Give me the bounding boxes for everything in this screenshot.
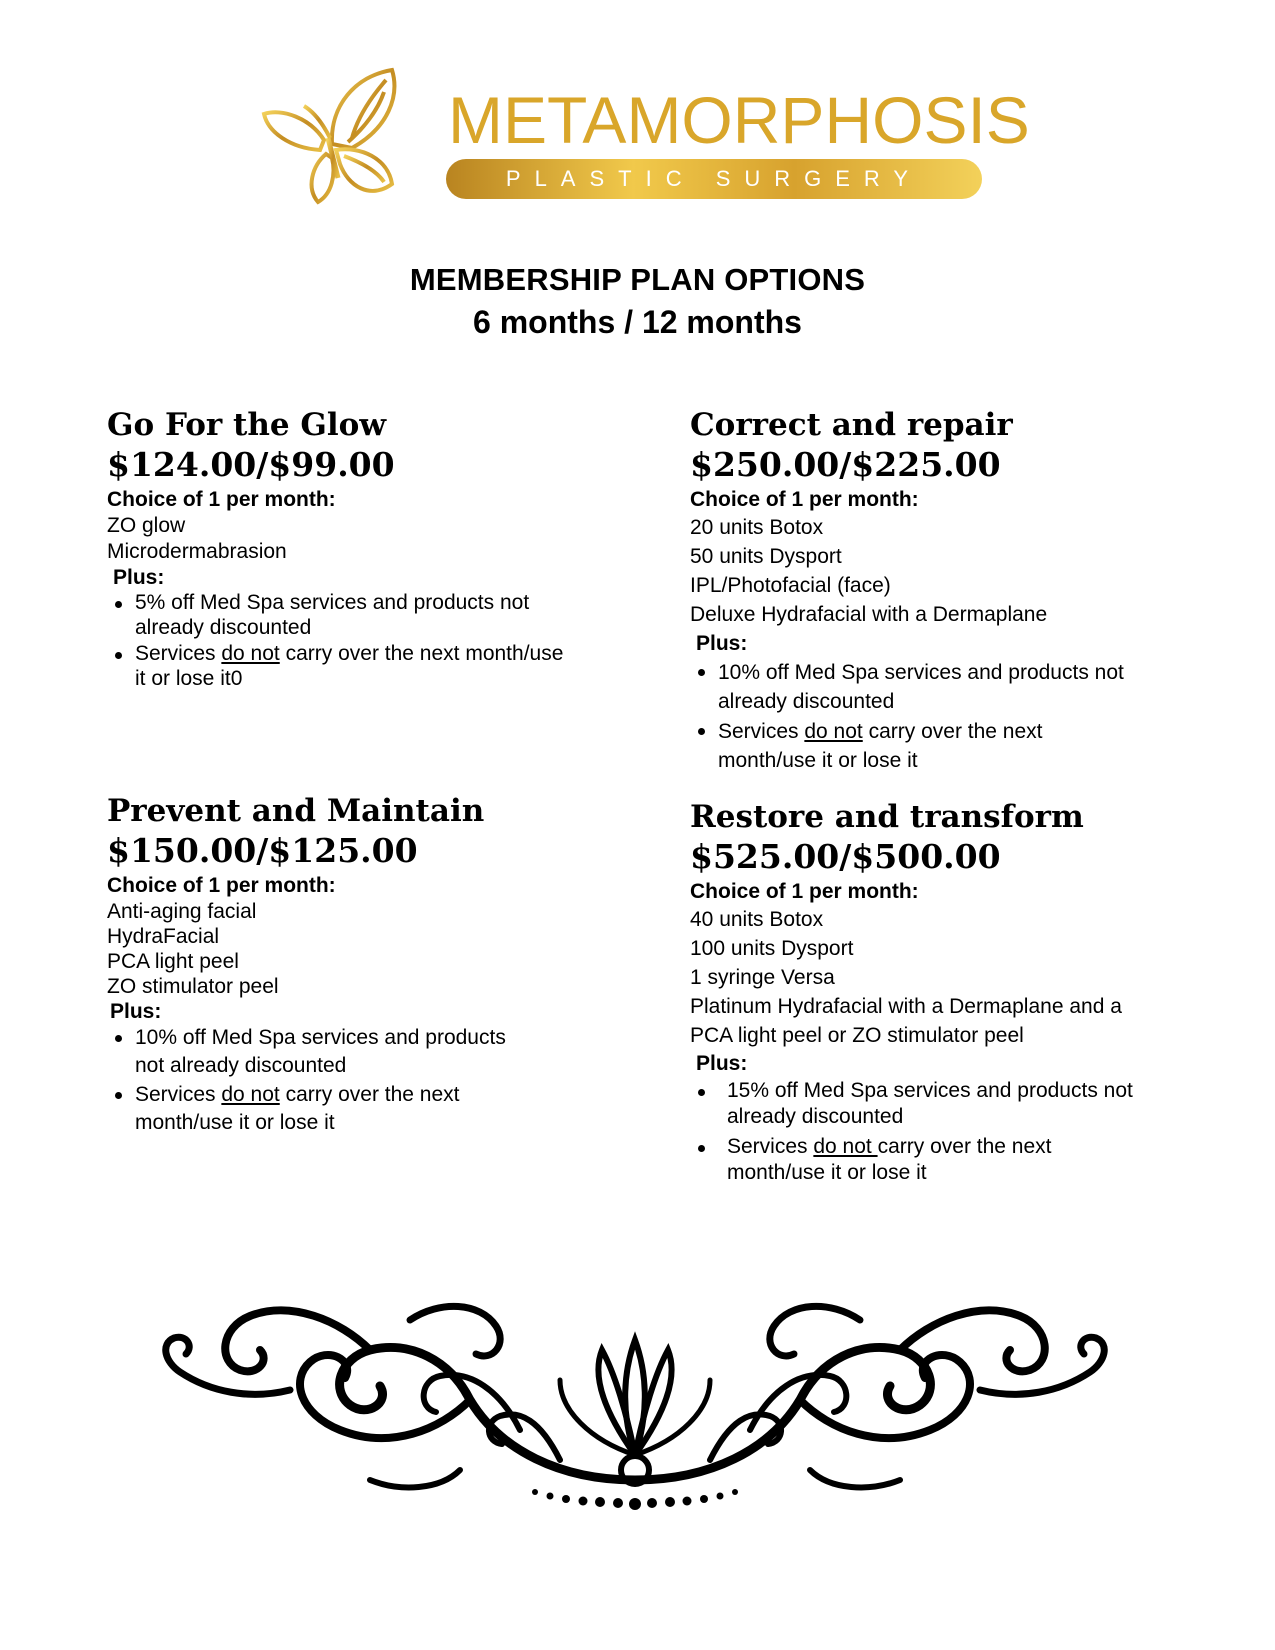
plus-label: Plus: xyxy=(696,1052,748,1075)
service-item: IPL/Photofacial (face) xyxy=(690,574,891,597)
service-item: 1 syringe Versa xyxy=(690,966,835,989)
service-item: HydraFacial xyxy=(107,925,220,948)
perk-text: Services xyxy=(718,720,805,743)
plus-label: Plus: xyxy=(110,1000,162,1023)
plan-go-for-the-glow xyxy=(107,405,577,691)
brand-name: METAMORPHOSIS xyxy=(448,83,1030,157)
filigree-ornament-icon xyxy=(140,1280,1130,1520)
plan-restore-and-transform xyxy=(690,797,1140,1186)
plan-name: Correct and repair xyxy=(690,407,1013,443)
service-item: Anti-aging facial xyxy=(107,900,257,923)
service-item: 20 units Botox xyxy=(690,516,824,539)
perk-text: Services xyxy=(135,642,222,665)
plan-name: Restore and transform xyxy=(690,799,1084,835)
brand-logo xyxy=(270,66,1030,216)
plan-correct-and-repair xyxy=(690,405,1130,775)
brand-tagline: PLASTIC SURGERY xyxy=(505,166,923,191)
perk-emphasis: do not xyxy=(221,1083,280,1106)
perk-item xyxy=(107,1081,537,1137)
brand-tagline-bar xyxy=(446,159,982,199)
plan-price: $124.00/$99.00 xyxy=(107,445,395,484)
perk-item xyxy=(690,1134,1140,1186)
perk-text: Services xyxy=(727,1135,814,1158)
plan-price: $250.00/$225.00 xyxy=(690,445,1001,484)
plus-label: Plus: xyxy=(696,632,748,655)
plan-choice-label: Choice of 1 per month: xyxy=(107,488,336,511)
plan-choice-label: Choice of 1 per month: xyxy=(690,488,919,511)
service-item: Platinum Hydrafacial with a Dermaplane and a PCA light peel or ZO stimulator peel xyxy=(690,995,1122,1047)
service-item: 100 units Dysport xyxy=(690,937,854,960)
service-item: ZO stimulator peel xyxy=(107,975,279,998)
service-item: Microdermabrasion xyxy=(107,540,287,563)
perk-item: 5% off Med Spa services and products not already discounted xyxy=(107,590,577,640)
perk-item: 10% off Med Spa services and products not already discounted xyxy=(690,658,1130,716)
perk-item: 15% off Med Spa services and products not already discounted xyxy=(690,1078,1140,1130)
perk-text: carry over the next month/use it or lose it xyxy=(135,1083,460,1134)
perk-text: carry over the next month/use it or lose it xyxy=(718,720,1043,772)
perk-item: 10% off Med Spa services and products not already discounted xyxy=(107,1024,537,1080)
perk-item xyxy=(107,641,577,691)
perk-item xyxy=(690,717,1130,775)
service-item: PCA light peel xyxy=(107,950,239,973)
perk-emphasis: do not xyxy=(813,1135,878,1158)
perk-emphasis: do not xyxy=(804,720,863,743)
perk-text: carry over the next month/use it or lose it xyxy=(727,1135,1052,1184)
plan-choice-label: Choice of 1 per month: xyxy=(107,874,336,897)
service-item: 50 units Dysport xyxy=(690,545,842,568)
service-item: Deluxe Hydrafacial with a Dermaplane xyxy=(690,603,1048,626)
plan-price: $525.00/$500.00 xyxy=(690,837,1001,876)
plan-choice-label: Choice of 1 per month: xyxy=(690,880,919,903)
plan-price: $150.00/$125.00 xyxy=(107,831,418,870)
page-title: MEMBERSHIP PLAN OPTIONS xyxy=(409,262,866,297)
perk-text: Services xyxy=(135,1083,222,1106)
butterfly-icon xyxy=(260,66,410,216)
perk-emphasis: do not xyxy=(221,642,280,665)
plus-label: Plus: xyxy=(113,566,165,589)
plan-name: Prevent and Maintain xyxy=(107,793,485,829)
service-item: 40 units Botox xyxy=(690,908,824,931)
page-subtitle: 6 months / 12 months xyxy=(473,304,802,340)
plan-name: Go For the Glow xyxy=(107,407,387,443)
service-item: ZO glow xyxy=(107,514,186,537)
perk-text: carry over the next month/use it or lose it0 xyxy=(135,642,564,690)
plan-prevent-and-maintain xyxy=(107,791,537,1137)
